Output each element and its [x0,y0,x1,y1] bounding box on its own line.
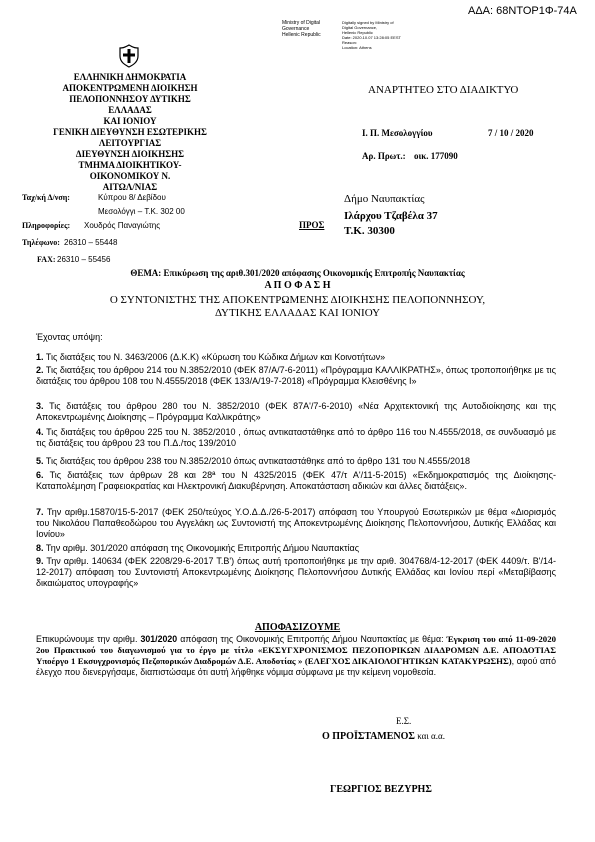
list-item: 8. Την αριθμ. 301/2020 απόφαση της Οικονομικής Επιτροπής Δήμου Ναυπακτίας [36,543,360,553]
ministry-name: Ministry of Digital Governance Hellenic Republic [282,20,321,38]
document-date: 7 / 10 / 2020 [488,128,534,138]
list-item: 4. Τις διατάξεις του άρθρου 225 του Ν. 3852/2010 , όπως αντικαταστάθηκε από το άρθρο 116 του Ν.4555/2018, σε συνδυασμό με τις διατάξεις του άρθρου 23 του Π.Δ./τος 139/2010 [36,427,556,448]
subject-line: ΘΕΜΑ: Επικύρωση της αριθ.301/2020 απόφασης Οικονομικής Επιτροπής Ναυπακτίας [130,268,465,278]
list-item: 1. Τις διατάξεις του Ν. 3463/2006 (Δ.Κ.Κ) «Κύρωση του Κώδικα Δήμων και Κοινοτήτων» [36,352,386,362]
decide-heading: ΑΠΟΦΑΣΙΖΟΥΜΕ [254,622,341,633]
ada-code: ΑΔΑ: 68ΝΤΟΡ1Φ-74Α [468,5,577,17]
list-item: 2. Τις διατάξεις του άρθρου 214 του Ν.3852/2010 (ΦΕΚ 87/Α/7-6-2011) «Πρόγραμμα ΚΑΛΛΙΚΡΑΤΗΣ», όπως τροποποιήθηκε με τις διατάξεις του άρθρου 108 του Ν.4555/2018 (ΦΕΚ 133/Α/19-7-2018) «Πρόγραμμα Κλεισθένης Ι» [36,365,557,386]
decision-paragraph: Επικυρώνουμε την αριθμ. 301/2020 απόφαση της Οικονομικής Επιτροπής Δήμου Ναυπακτίας με θέμα: Έγκριση του από 11-09-2020 2ου Πρακτικού του διαγωνισμού για το έργο με τίτλο «ΕΚΣΥΓΧΡΟΝΙΣΜΟΣ ΠΕΖΟΠΟΡΙΚΩΝ ΔΙΑΔΡΟΜΩΝ Δ.Ε. ΑΠΟΔΟΤΙΑΣ Υποέργο 1 Εκσυγχρονισμός Πεζοπορικών Διαδρομών Δ.Ε. Αποδοτίας » (ΕΛΕΓΧΟΣ ΔΙΚΑΙΟΛΟΓΗΤΙΚΩΝ ΚΑΤΑΚΥΡΩΣΗΣ), αφού από έλεγχο που διενεργήσαμε, διαπιστώσαμε ότι αυτή λήφθηκε νόμιμα σύμφωνα με την κείμενη νομοθεσία. [36,634,557,677]
issuer-block: ΕΛΛΗΝΙΚΗ ΔΗΜΟΚΡΑΤΙΑ ΑΠΟΚΕΝΤΡΩΜΕΝΗ ΔΙΟΙΚΗΣΗ ΠΕΛΟΠΟΝΝΗΣΟΥ ΔΥΤΙΚΗΣ ΕΛΛΑΔΑΣ ΚΑΙ ΙΟΝΙΟΥ ΓΕΝΙΚΗ ΔΙΕΥΘΥΝΣΗ ΕΣΩΤΕΡΙΚΗΣ ΛΕΙΤΟΥΡΓΙΑΣ ΔΙΕΥΘΥΝΣΗ ΔΙΟΙΚΗΣΗΣ ΤΜΗΜΑ ΔΙΟΙΚΗΤΙΚΟΥ-ΟΙΚΟΝΟΜΙΚΟΥ Ν. ΑΙΤΩΛ/ΝΙΑΣ [53,72,207,192]
protocol-number: οικ. 177090 [414,151,458,161]
address-label: Ταχ/κή Δ/νση: [22,193,70,202]
place-label: Ι. Π. Μεσολογγίου [362,128,433,138]
recipient-block: Δήμο Ναυπακτίας Ιλάρχου Τζαβέλα 37 Τ.Κ. 30300 [344,193,438,237]
list-item: 9. Την αριθμ. 140634 (ΦΕΚ 2208/29-6-2017 Τ.Β') όπως αυτή τροποποιήθηκε με την αριθ. 304768/4-12-2017 (ΦΕΚ 4409/τ. Β'/14-12-2017) απόφαση του Συντονιστή Αποκεντρωμένης Διοίκησης Πελοποννήσου Δυτικής Ελλάδας και Ιονίου περί «Μεταβίβασης δικαιώματος υπογραφής» [36,556,556,588]
address-line-2: Μεσολόγγι – Τ.Κ. 302 00 [98,207,185,216]
having-regard-label: Έχοντας υπόψη: [36,332,103,342]
signer-name: ΓΕΩΡΓΙΟΣ ΒΕΖΥΡΗΣ [330,784,432,795]
coordinator-heading: Ο ΣΥΝΤΟΝΙΣΤΗΣ ΤΗΣ ΑΠΟΚΕΝΤΡΩΜΕΝΗΣ ΔΙΟΙΚΗΣΗΣ ΠΕΛΟΠΟΝΝΗΣΟΥ, ΔΥΤΙΚΗΣ ΕΛΛΑΔΑΣ ΚΑΙ ΙΟΝΙΟΥ [109,294,486,319]
decision-title: Α Π Ο Φ Α Σ Η [264,280,331,291]
protocol-label: Αρ. Πρωτ.: [362,151,406,161]
posted-online-note: ΑΝΑΡΤΗΤΕΟ ΣΤΟ ΔΙΑΔΙΚΤΥΟ [368,84,519,96]
address-line-1: Κύπρου 8/ Δεβίδου [98,193,166,202]
recipient-label: ΠΡΟΣ [299,220,325,230]
signature-es: Ε.Σ. [396,716,412,726]
info-value: Χουδρός Παναγιώτης [84,221,161,230]
info-label: Πληροφορίες: [22,221,71,230]
list-item: 6. Τις διατάξεις των άρθρων 28 και 28ª του Ν 4325/2015 (ΦΕΚ 47/τ Α'/11-5-2015) «Εκδημοκρατισμός της Διοίκησης-Καταπολέμηση Γραφειοκρατίας και Ηλεκτρονική Διακυβέρνηση. Αποκατάσταση αδικιών και άλλες διατάξεις». [36,470,556,491]
fax-label: FAX: [37,255,56,264]
signature-role: Ο ΠΡΟΪΣΤΑΜΕΝΟΣ και α.α. [322,731,445,742]
phone-label: Τηλέφωνο: [22,238,60,247]
signature-details: Digitally signed by Ministry of Digital Governance, Hellenic Republic Date: 2020.10.07 13:28:05 EEST Reason: Location: Athens [342,20,401,50]
fax-value: 26310 – 55456 [57,255,111,264]
list-item: 5. Τις διατάξεις του άρθρου 238 του Ν.3852/2010 όπως αντικαταστάθηκε από το άρθρο 131 του Ν.4555/2018 [36,456,470,466]
list-item: 3. Τις διατάξεις του άρθρου 280 του Ν. 3852/2010 (ΦΕΚ 87Α'/7-6-2010) «Νέα Αρχιτεκτονική της Αυτοδιοίκησης και της Αποκεντρωμένης Διοίκησης – Πρόγραμμα Καλλικράτης» [36,401,556,422]
phone-value: 26310 – 55448 [64,238,118,247]
greek-coat-of-arms-icon [117,44,141,68]
list-item: 7. Την αριθμ.15870/15-5-2017 (ΦΕΚ 250/τεύχος Υ.Ο.Δ.Δ./26-5-2017) απόφαση του Υπουργού Εσωτερικών με θέμα «Διορισμός του Νικολάου Παπαθεοδώρου του Αγγελάκη ως Συντονιστή της Αποκεντρωμένης Διοίκησης Πελοποννήσου, Δυτικής Ελλάδας και Ιονίου» [36,507,556,539]
